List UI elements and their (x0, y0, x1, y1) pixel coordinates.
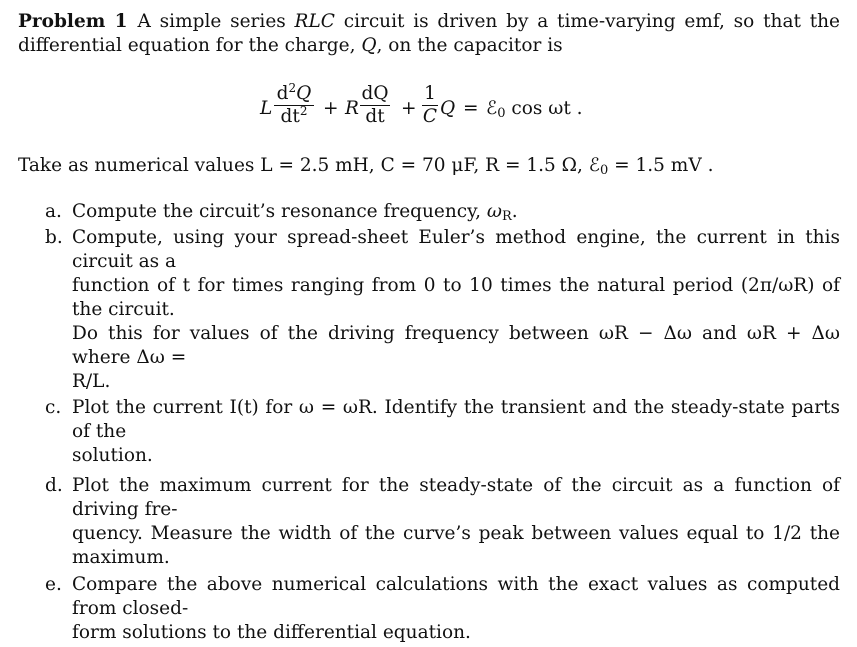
intro-text-a: A simple series (137, 11, 295, 32)
intro-text-b: circuit is driven by a time-varying emf, so that the differential equation for the charge, (18, 11, 840, 56)
eq-dq: dQ (361, 83, 389, 104)
omega-symbol: ω (486, 201, 502, 222)
eq-dt: dt (280, 106, 300, 127)
eq-frac-1c (422, 84, 438, 127)
list-item (45, 573, 840, 645)
item-e-line-2: form solutions to the differential equation. (72, 622, 471, 643)
eq-d: d (276, 83, 289, 104)
numerical-values (18, 154, 840, 178)
differential-equation (18, 81, 840, 136)
eq-equals: = (463, 98, 479, 119)
item-d-line-1: Plot the maximum current for the steady-state of the circuit as a function of driving fre- (72, 475, 840, 520)
eq-emf: ℰ (486, 98, 498, 119)
rlc-symbol: RLC (294, 11, 335, 32)
item-label-d: d. (45, 475, 63, 496)
numvals-L: L = 2.5 mH, (260, 155, 381, 176)
item-a-end: . (511, 201, 518, 222)
item-e-line-1: Compare the above numerical calculations with the exact values as computed from closed- (72, 574, 840, 619)
eq-q: Q (296, 83, 312, 104)
item-b-line-3: Do this for values of the driving frequency between ωR − Δω and ωR + Δω where Δω = (72, 323, 840, 368)
eq-dt-2: dt (365, 106, 385, 127)
eq-L: L (260, 98, 273, 119)
list-item (45, 200, 840, 224)
numvals-text: Take as numerical values (18, 155, 261, 176)
eq-sq-2: 2 (299, 104, 308, 118)
item-label-e: e. (45, 574, 62, 595)
item-label-b: b. (45, 227, 63, 248)
numvals-C: C = 70 μF, (380, 155, 486, 176)
eq-sq: 2 (288, 81, 297, 95)
item-label-c: c. (45, 397, 62, 418)
item-a-text: Compute the circuit’s resonance frequency, (72, 201, 487, 222)
eq-frac-d2q (274, 81, 314, 127)
list-item (45, 396, 840, 468)
item-d-line-2: quency. Measure the width of the curve’s peak between values equal to 1/2 the maximum. (72, 523, 840, 568)
list-item (45, 474, 840, 570)
eq-emf-sub: 0 (497, 106, 506, 121)
numvals-R: R = 1.5 Ω, (485, 155, 589, 176)
item-b-line-1: Compute, using your spread-sheet Euler’s method engine, the current in this circuit as a (72, 227, 840, 272)
numvals-E-val: = 1.5 mV . (608, 155, 714, 176)
item-c-line-1: Plot the current I(t) for ω = ωR. Identify the transient and the steady-state parts of the (72, 397, 840, 442)
task-list (45, 200, 840, 647)
eq-Q2: Q (440, 98, 456, 119)
problem-intro (18, 10, 840, 58)
eq-R: R (345, 98, 359, 119)
eq-plus-2: + (401, 98, 417, 119)
eq-rhs-tail: cos ωt . (505, 98, 583, 119)
item-label-a: a. (45, 201, 62, 222)
q-symbol: Q (361, 35, 377, 56)
numvals-E: ℰ (588, 155, 600, 176)
eq-one: 1 (424, 83, 436, 104)
eq-rhs (486, 97, 583, 121)
intro-text-c: , on the capacitor is (376, 35, 563, 56)
eq-plus-1: + (323, 98, 339, 119)
problem-title: Problem 1 (18, 11, 128, 32)
eq-C: C (422, 106, 438, 127)
item-b-line-2: function of t for times ranging from 0 to 10 times the natural period (2π/ωR) of the circuit. (72, 275, 840, 320)
numvals-E-sub: 0 (599, 163, 609, 178)
item-c-line-2: solution. (72, 445, 153, 466)
omega-sub: R (501, 209, 512, 224)
list-item (45, 226, 840, 394)
item-b-line-4: R/L. (72, 371, 111, 392)
eq-frac-dq (360, 84, 390, 127)
